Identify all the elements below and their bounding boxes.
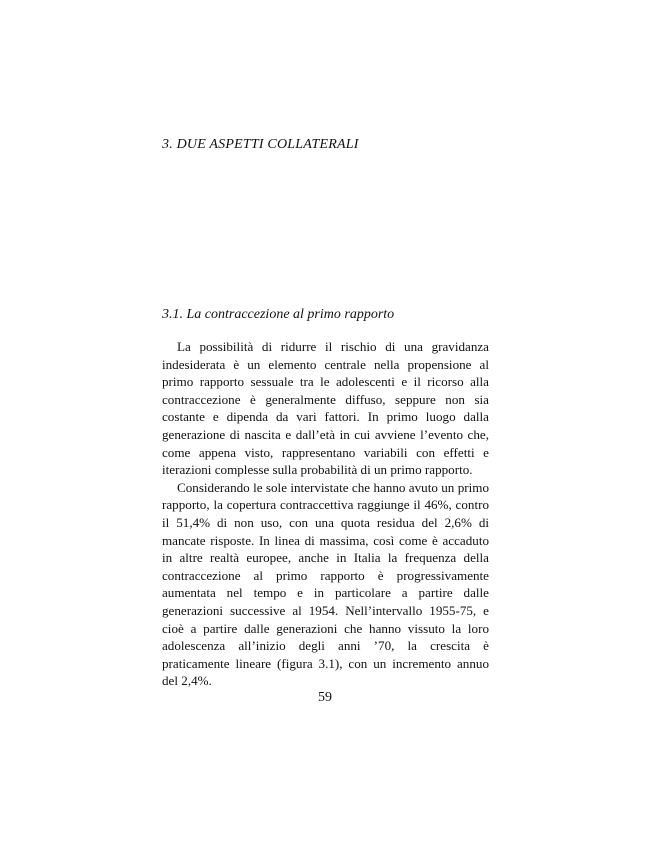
- paragraph: Considerando le sole intervistate che hanno avuto un primo rapporto, la copertura contraccettiva raggiunge il 46%, contro il 51,4% di non uso, con una quota residua del 2,6% di mancate risposte. In linea di massima, così come è accaduto in altre realtà europee, anche in Italia la frequenza della contraccezione al primo rapporto è progressivamente aumentata nel tempo e in particolare a partire dalle generazioni successive al 1954. Nell’intervallo 1955-75, e cioè a partire dalle generazioni che hanno vissuto la loro adolescenza all’inizio degli anni ’70, la crescita è praticamente lineare (figura 3.1), con un incremento annuo del 2,4%.: [162, 479, 489, 689]
- body-text: [162, 338, 489, 690]
- chapter-title: 3. DUE ASPETTI COLLATERALI: [162, 137, 359, 152]
- section-title: 3.1. La contraccezione al primo rapporto: [162, 307, 395, 322]
- paragraph: La possibilità di ridurre il rischio di una gravidanza indesiderata è un elemento centrale nella propensione al primo rapporto sessuale tra le adolescenti e il ricorso alla contraccezione è generalmente diffuso, seppure non sia costante e dipenda da vari fattori. In primo luogo dalla generazione di nascita e dall’età in cui avviene l’evento che, come appena visto, rappresentano variabili con effetti e iterazioni complesse sulla probabilità di un primo rapporto.: [162, 339, 489, 478]
- page-number: 59: [318, 690, 332, 705]
